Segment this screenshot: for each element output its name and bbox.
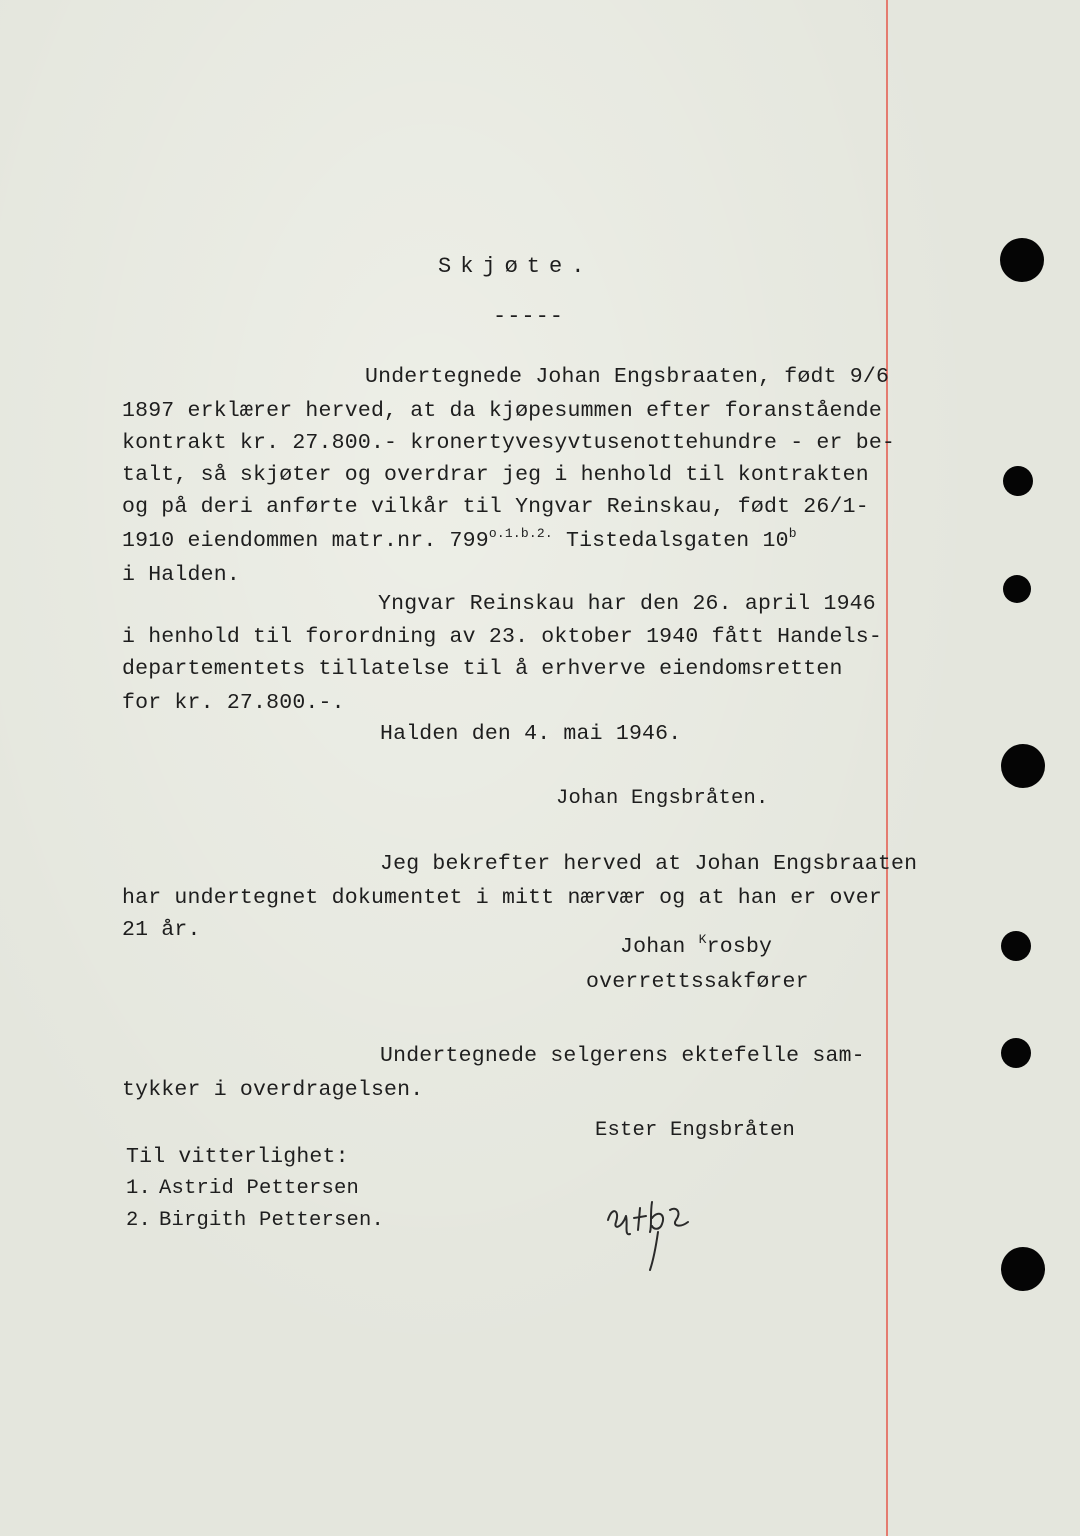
paragraph-line: kontrakt kr. 27.800.- kronertyvesyvtusenottehundre - er be-: [122, 431, 896, 455]
attestor-name-text: Johan: [620, 935, 699, 959]
paragraph-line: Undertegnede Johan Engsbraaten, født 9/6: [365, 365, 890, 389]
paragraph-line: for kr. 27.800.-.: [122, 691, 345, 715]
property-text: 1910 eiendommen matr.nr. 799: [122, 529, 489, 553]
document-title: Skjøte.: [438, 254, 594, 279]
bleed-through-text: [60, 38, 880, 118]
punch-hole: [1001, 1038, 1031, 1068]
paragraph-line: i Halden.: [122, 563, 240, 587]
punch-hole: [1003, 575, 1031, 603]
witness-name: Astrid Pettersen: [159, 1177, 360, 1200]
witness-number: 2.: [126, 1209, 152, 1232]
property-text: Tistedalsgaten 10: [552, 529, 789, 553]
attestor-title: overrettssakfører: [586, 970, 809, 994]
paragraph-line: departementets tillatelse til å erhverve eiendomsretten: [122, 657, 843, 681]
attestor-name-text: rosby: [706, 935, 773, 959]
paragraph-line: talt, så skjøter og overdrar jeg i henhold til kontrakten: [122, 463, 869, 487]
title-underline: -----: [493, 304, 565, 329]
paragraph-line: og på deri anførte vilkår til Yngvar Reinskau, født 26/1-: [122, 495, 869, 519]
witness-line: [126, 1176, 359, 1202]
handwritten-signature: [600, 1196, 710, 1276]
property-superscript: o.1.b.2.: [488, 526, 553, 541]
paragraph-line: 21 år.: [122, 918, 201, 942]
paragraph-line: Yngvar Reinskau har den 26. april 1946: [378, 592, 876, 616]
punch-hole: [1001, 744, 1045, 788]
attestor-name-sup: K: [698, 932, 707, 947]
punch-hole: [1000, 238, 1044, 282]
attestor-name: [620, 934, 772, 960]
witness-line: [126, 1208, 384, 1234]
paragraph-line: [122, 528, 797, 554]
paragraph-line: har undertegnet dokumentet i mitt nærvær og at han er over: [122, 886, 882, 910]
punch-hole: [1001, 931, 1031, 961]
paragraph-line: i henhold til forordning av 23. oktober 1940 fått Handels-: [122, 625, 882, 649]
witnesses-heading: Til vitterlighet:: [126, 1145, 349, 1169]
paragraph-line: 1897 erklærer herved, at da kjøpesummen efter foranstående: [122, 399, 882, 423]
punch-hole: [1001, 1247, 1045, 1291]
margin-line: [886, 0, 888, 1536]
seller-signature: Johan Engsbråten.: [556, 787, 769, 810]
property-superscript: b: [788, 526, 797, 541]
place-date: Halden den 4. mai 1946.: [380, 722, 682, 746]
paragraph-line: tykker i overdragelsen.: [122, 1078, 424, 1102]
punch-hole: [1003, 466, 1033, 496]
spouse-signature: Ester Engsbråten: [595, 1119, 796, 1142]
paragraph-line: Undertegnede selgerens ektefelle sam-: [380, 1044, 865, 1068]
witness-name: Birgith Pettersen.: [159, 1209, 385, 1232]
paragraph-line: Jeg bekrefter herved at Johan Engsbraaten: [380, 852, 918, 876]
witness-number: 1.: [126, 1177, 152, 1200]
